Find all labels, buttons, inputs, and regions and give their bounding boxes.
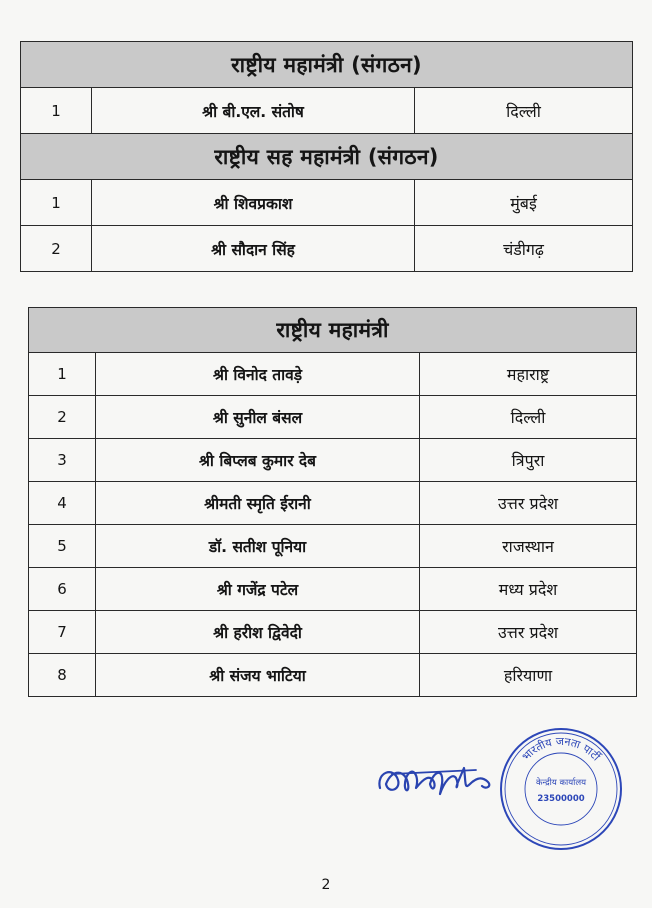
seal-phone-text: 23500000 <box>537 794 585 804</box>
section-header-row <box>21 134 633 180</box>
table-row <box>29 439 637 482</box>
member-name: श्री गजेंद्र पटेल <box>96 568 420 611</box>
member-place: दिल्ली <box>420 396 637 439</box>
row-number: 5 <box>29 525 96 568</box>
table-row <box>21 226 633 272</box>
member-place: महाराष्ट्र <box>420 353 637 396</box>
row-number: 2 <box>21 226 92 272</box>
section-header-row <box>29 308 637 353</box>
member-name: श्री सौदान सिंह <box>92 226 415 272</box>
row-number: 1 <box>21 88 92 134</box>
member-name: श्री बी.एल. संतोष <box>92 88 415 134</box>
row-number: 6 <box>29 568 96 611</box>
page-number: 2 <box>321 877 331 893</box>
member-name: श्री संजय भाटिया <box>96 654 420 697</box>
row-number: 1 <box>21 180 92 226</box>
party-seal <box>497 725 625 853</box>
seal-office-text: केन्द्रीय कार्यालय <box>535 778 587 788</box>
organisation-table <box>20 41 633 272</box>
section-title: राष्ट्रीय सह महामंत्री (संगठन) <box>21 134 633 180</box>
table-row <box>29 482 637 525</box>
member-name: श्री बिप्लब कुमार देब <box>96 439 420 482</box>
member-name: श्री शिवप्रकाश <box>92 180 415 226</box>
row-number: 1 <box>29 353 96 396</box>
section-title: राष्ट्रीय महामंत्री (संगठन) <box>21 42 633 88</box>
member-place: मध्य प्रदेश <box>420 568 637 611</box>
table-row <box>29 396 637 439</box>
member-place: दिल्ली <box>415 88 633 134</box>
table-row <box>21 88 633 134</box>
section-title: राष्ट्रीय महामंत्री <box>29 308 637 353</box>
section-header-row <box>21 42 633 88</box>
member-place: उत्तर प्रदेश <box>420 482 637 525</box>
general-secretaries-table <box>28 307 637 697</box>
row-number: 7 <box>29 611 96 654</box>
svg-text:भारतीय जनता पार्टी <box>519 735 603 764</box>
row-number: 3 <box>29 439 96 482</box>
member-name: श्रीमती स्मृति ईरानी <box>96 482 420 525</box>
member-name: श्री विनोद तावड़े <box>96 353 420 396</box>
table-row <box>29 568 637 611</box>
table-row <box>29 611 637 654</box>
member-place: राजस्थान <box>420 525 637 568</box>
seal-outer-text: भारतीय जनता पार्टी <box>519 734 603 764</box>
table-row <box>21 180 633 226</box>
member-place: चंडीगढ़ <box>415 226 633 272</box>
member-place: हरियाणा <box>420 654 637 697</box>
row-number: 4 <box>29 482 96 525</box>
table-row <box>29 525 637 568</box>
table-row <box>29 654 637 697</box>
member-name: श्री सुनील बंसल <box>96 396 420 439</box>
member-name: डॉ. सतीश पूनिया <box>96 525 420 568</box>
table-row <box>29 353 637 396</box>
row-number: 8 <box>29 654 96 697</box>
member-place: उत्तर प्रदेश <box>420 611 637 654</box>
row-number: 2 <box>29 396 96 439</box>
member-name: श्री हरीश द्विवेदी <box>96 611 420 654</box>
signature <box>372 748 502 808</box>
member-place: मुंबई <box>415 180 633 226</box>
member-place: त्रिपुरा <box>420 439 637 482</box>
